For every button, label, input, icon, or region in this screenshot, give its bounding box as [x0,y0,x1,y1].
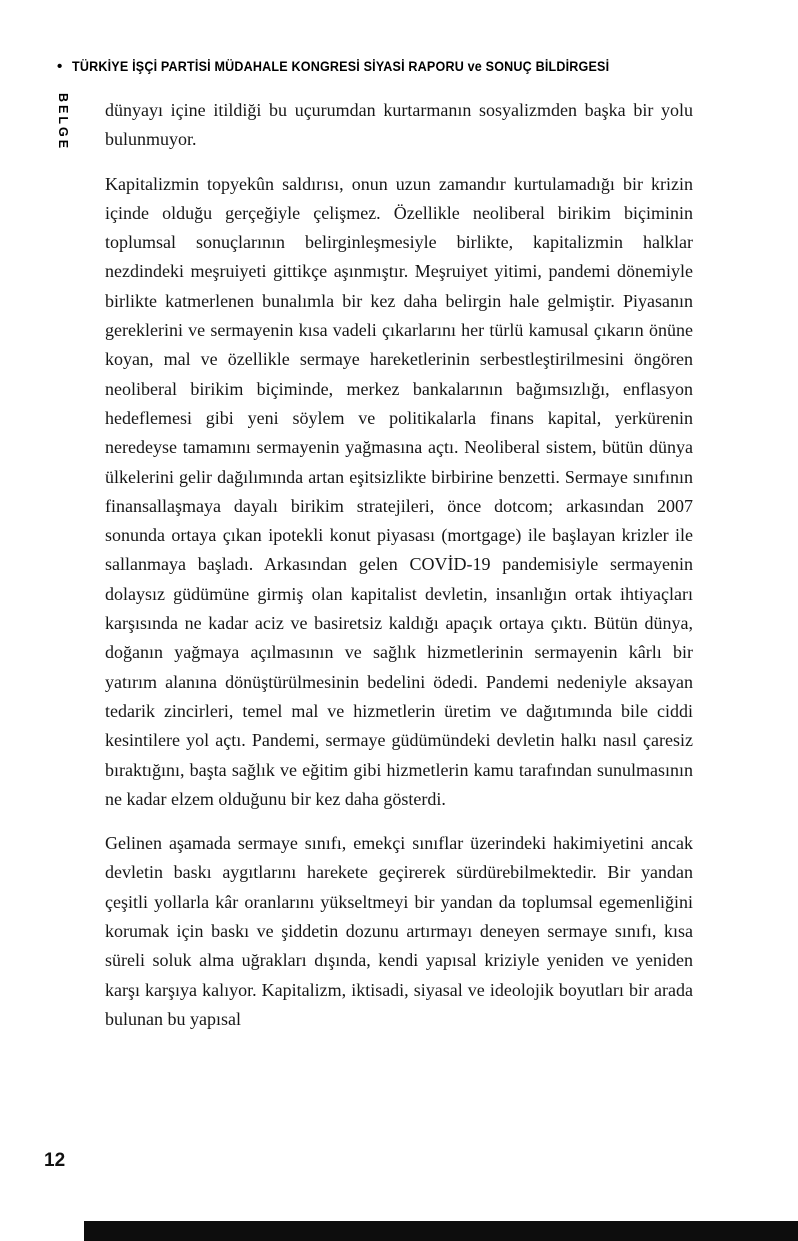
header-title: TÜRKİYE İŞÇİ PARTİSİ MÜDAHALE KONGRESİ SİYASİ RAPORU ve SONUÇ BİLDİRGESİ [72,59,610,74]
side-label-belge: BELGE [56,93,70,152]
paragraph: Kapitalizmin topyekûn saldırısı, onun uzun zamandır kurtulamadığı bir krizin içinde olduğu gerçeğiyle çelişmez. Özellikle neoliberal birikim biçiminin toplumsal sonuçlarının belirginleşmesiyle birlikte, kapitalizmin halklar nezdindeki meşruiyeti gittikçe aşınmıştır. Meşruiyet yitimi, pandemi dönemiyle birlikte katmerlenen bunalımla bir kez daha belirgin hale gelmiştir. Piyasanın gereklerini ve sermayenin kısa vadeli çıkarlarını her türlü kamusal çıkarın önüne koyan, mal ve özellikle sermaye hareketlerinin serbestleştirilmesini öngören neoliberal birikim biçiminde, merkez bankalarının bağımsızlığı, enflasyon hedeflemesi gibi yeni söylem ve politikalarla finans kapital, yerkürenin neredeyse tamamını sermayenin yağmasına açtı. Neoliberal sistem, bütün dünya ülkelerini gelir dağılımında artan eşitsizlikte birbirine benzetti. Sermaye sınıfının finansallaşmaya dayalı birikim stratejileri, önce dotcom; arkasından 2007 sonunda ortaya çıkan ipotekli konut piyasası (mortgage) ile başlayan krizler ile sallanmaya başladı. Arkasından gelen COVİD-19 pandemisiyle sermayenin dolaysız güdümüne girmiş olan kapitalist devletin, insanlığın ortak ihtiyaçları karşısında ne kadar aciz ve basiretsiz kaldığı apaçık ortaya çıktı. Bütün dünya, doğanın yağmaya açılmasının ve sağlık hizmetlerinin sermayenin kârlı bir yatırım alanına dönüştürülmesinin bedelini ödedi. Pandemi nedeniyle aksayan tedarik zincirleri, temel mal ve hizmetlerin üretim ve dağıtımında bile ciddi kesintilere yol açtı. Pandemi, sermaye güdümündeki devletin halkı nasıl çaresiz bıraktığını, başta sağlık ve eğitim gibi hizmetlerin kamu tarafından sunulmasının ne kadar elzem olduğunu bir kez daha gösterdi. [105,173,693,809]
header-bullet-icon: • [57,58,63,75]
next-page-edge [84,1221,798,1241]
paragraph: dünyayı içine itildiği bu uçurumdan kurtarmanın sosyalizmden başka bir yolu bulunmuyor. [105,100,693,150]
running-header [57,59,758,74]
page-body-text [105,96,693,1049]
paragraph: Gelinen aşamada sermaye sınıfı, emekçi sınıflar üzerindeki hakimiyetini ancak devletin baskı aygıtlarını harekete geçirerek sürdürebilmektedir. Bir yandan çeşitli yollarla kâr oranlarını yükseltmeyi bir yandan da toplumsal egemenliğini korumak için baskı ve şiddetin dozunu artırmayı deneyen sermaye sınıfı, kısa süreli soluk alma uğrakları dışında, kendi yapısal kriziyle yeniden ve yeniden karşı karşıya kalıyor. Kapitalizm, iktisadi, siyasal ve ideolojik boyutları bir arada bulunan bu yapısal [105,833,693,1029]
page-number: 12 [44,1150,66,1171]
